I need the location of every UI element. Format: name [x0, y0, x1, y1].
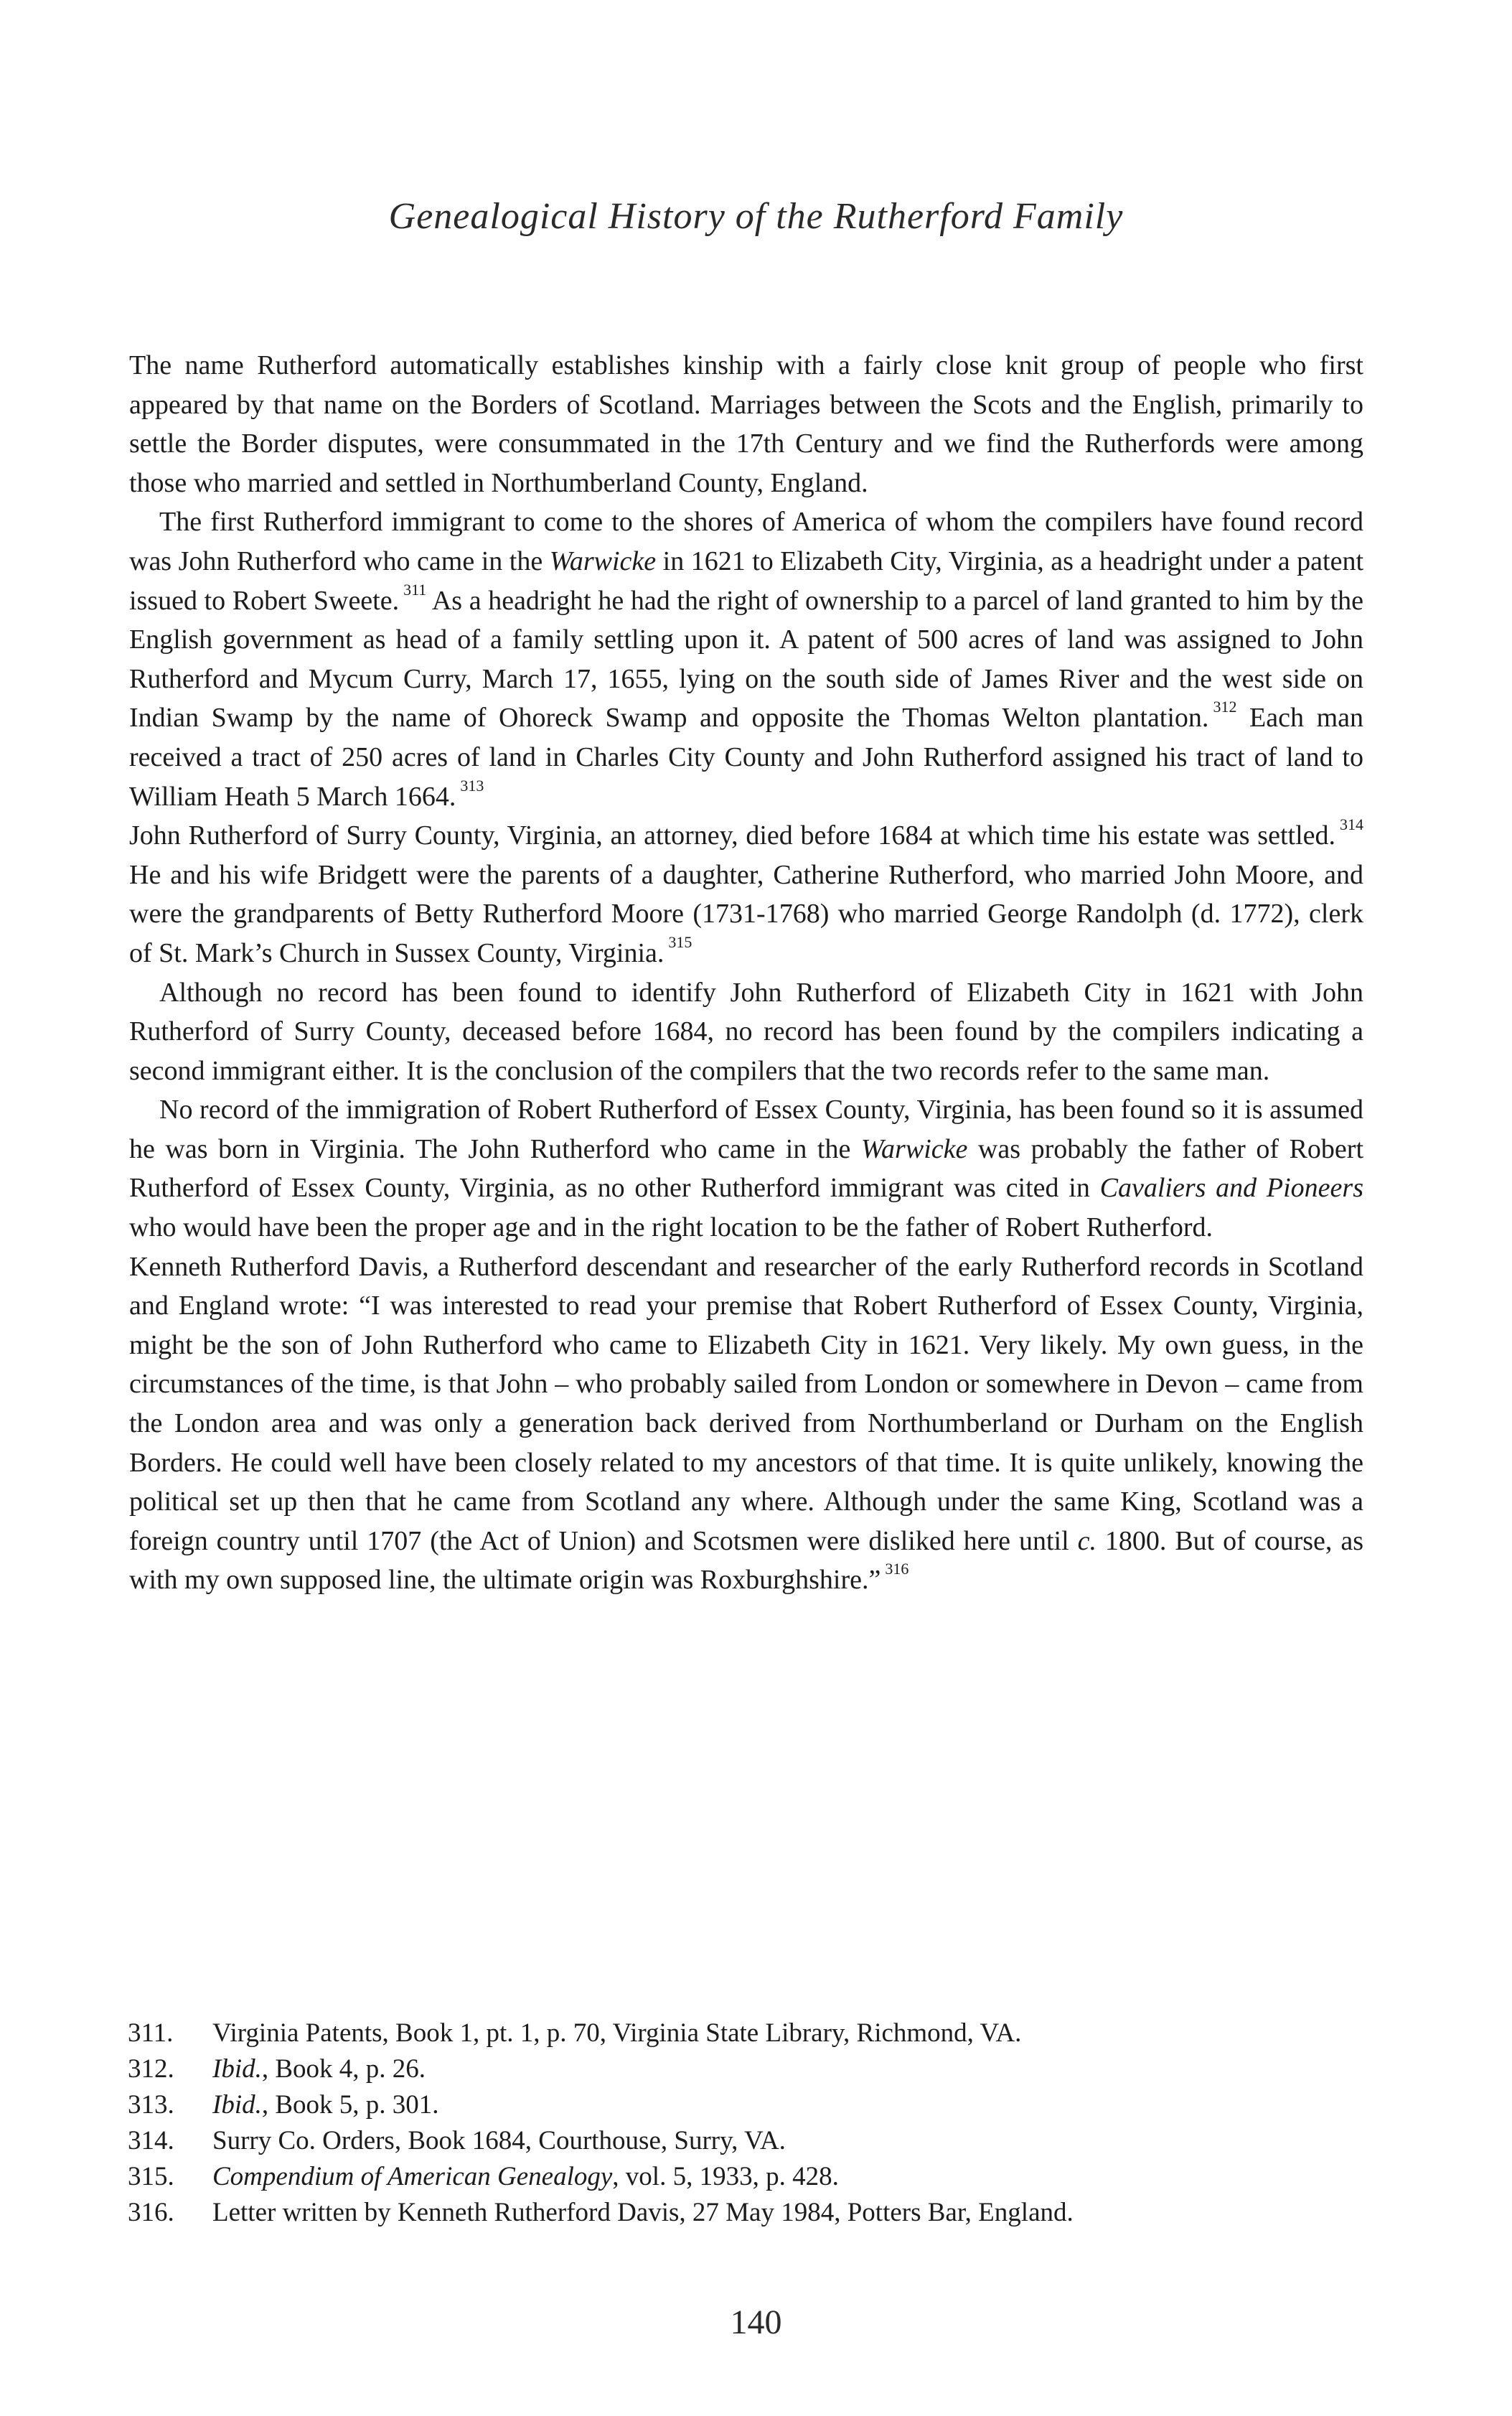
footnote-number: 316. — [128, 2198, 174, 2227]
footnote-text — [212, 2051, 1376, 2087]
footnote — [128, 2123, 1376, 2159]
ship-name: Warwicke — [549, 546, 657, 576]
text-span: , Book 4, p. 26. — [261, 2054, 426, 2084]
footnote — [128, 2051, 1376, 2087]
page-number: 140 — [730, 2303, 782, 2341]
ibid-abbrev: Ibid. — [212, 2054, 262, 2084]
body-text — [129, 346, 1363, 1600]
footnote — [128, 2195, 1376, 2231]
footnote-text: Virginia Patents, Book 1, pt. 1, p. 70, Virginia State Library, Richmond, VA. — [212, 2018, 1022, 2048]
text-span: , Book 5, p. 301. — [261, 2090, 439, 2120]
text-span: Kenneth Rutherford Davis, a Rutherford descendant and researcher of the early Rutherford records in Scotland and England wrote: “I was interested to read your premise that Robert Rutherford of Essex County, Virginia, might be the son of John Rutherford who came to Elizabeth City in 1621. Very likely. My own guess, in the circumstances of the time, is that John – who probably sailed from London or somewhere in Devon – came from the London area and was only a generation back derived from Northumberland or Durham on the English Borders. He could well have been closely related to my ancestors of that time. It is quite unlikely, knowing the political set up then that he came from Scotland any where. Although under the same King, Scotland was a foreign country until 1707 (the Act of Union) and Scotsmen were disliked here until — [129, 1251, 1363, 1556]
text-span: in 1621 to Elizabeth City, Virginia, as a headright under a patent issued to Robert Sweete. — [129, 546, 1364, 616]
footnote-text — [212, 2087, 1376, 2123]
text-span: who would have been the proper age and in the right location to be the father of Robert Rutherford. — [129, 1212, 1213, 1243]
paragraph-3 — [129, 816, 1363, 973]
footnote — [128, 2087, 1376, 2123]
paragraph-6 — [129, 1247, 1363, 1600]
footnote — [128, 2015, 1376, 2051]
footnote-ref: 312 — [1213, 698, 1237, 716]
text-span: John Rutherford of Surry County, Virginia, an attorney, died before 1684 at which time his estate was settled. — [129, 820, 1335, 851]
footnote-ref: 311 — [403, 580, 427, 599]
paragraph-2 — [129, 502, 1363, 816]
footnote-ref: 313 — [460, 776, 484, 795]
ship-name: Warwicke — [860, 1133, 968, 1164]
footnote-ref: 314 — [1340, 815, 1363, 834]
footnote-number: 314. — [128, 2126, 174, 2155]
text-span: He and his wife Bridgett were the parents of a daughter, Catherine Rutherford, who married John Moore, and were the grandparents of Betty Rutherford Moore (1731-1768) who married George Randolph (d. 1772), clerk of St. Mark’s Church in Sussex County, Virginia. — [129, 859, 1363, 968]
footnote-number: 312. — [128, 2054, 174, 2084]
paragraph-1: The name Rutherford automatically establishes kinship with a fairly close knit group of people who first appeared by that name on the Borders of Scotland. Marriages between the Scots and the English, primarily to settle the Border disputes, were consummated in the 17th Century and we find the Rutherfords were among those who married and settled in Northumberland County, England. — [129, 350, 1363, 498]
footnote-ref: 316 — [885, 1560, 909, 1578]
text-span: 1800. But of course, as with my own supposed line, the ultimate origin was Roxburghshire.” — [129, 1525, 1364, 1596]
text-span: No record of the immigration of Robert Rutherford of Essex County, Virginia, has been found so it is assumed he was born in Virginia. The John Rutherford who came in the — [129, 1095, 1363, 1164]
footnote-text: Letter written by Kenneth Rutherford Davis, 27 May 1984, Potters Bar, England. — [212, 2198, 1074, 2227]
footnote-number: 311. — [128, 2018, 174, 2048]
text-span: was probably the father of Robert Rutherford of Essex County, Virginia, as no other Rutherford immigrant was cited in — [129, 1133, 1364, 1204]
text-span: Each man received a tract of 250 acres of land in Charles City County and John Rutherford assigned his tract of land to William Heath 5 March 1664. — [129, 703, 1364, 812]
book-title: Compendium of American Genealogy — [212, 2162, 613, 2191]
footnotes — [128, 2015, 1376, 2231]
book-title: Cavaliers and Pioneers — [1099, 1173, 1363, 1204]
footnote — [128, 2159, 1376, 2195]
paragraph-5 — [129, 1090, 1363, 1247]
footnote-text — [212, 2159, 1376, 2195]
text-span: The first Rutherford immigrant to come to the shores of America of whom the compilers have found record was John Rutherford who came in the — [129, 507, 1363, 576]
running-head: Genealogical History of the Rutherford Family — [388, 196, 1124, 237]
footnote-ref: 315 — [668, 932, 692, 951]
footnote-number: 313. — [128, 2090, 174, 2120]
text-span: , vol. 5, 1933, p. 428. — [612, 2162, 839, 2191]
footnote-text: Surry Co. Orders, Book 1684, Courthouse, Surry, VA. — [212, 2126, 786, 2155]
paragraph-4: Although no record has been found to identify John Rutherford of Elizabeth City in 1621 with John Rutherford of Surry County, deceased before 1684, no record has been found by the compilers indicating a second immigrant either. It is the conclusion of the compilers that the two records refer to the same man. — [129, 977, 1363, 1086]
text-span: As a headright he had the right of ownership to a parcel of land granted to him by the English government as head of a family settling upon it. A patent of 500 acres of land was assigned to John Rutherford and Mycum Curry, March 17, 1655, lying on the south side of James River and the west side on Indian Swamp by the name of Ohoreck Swamp and opposite the Thomas Welton plantation. — [129, 585, 1364, 734]
footnote-number: 315. — [128, 2162, 174, 2191]
ibid-abbrev: Ibid. — [212, 2090, 262, 2120]
circa-abbrev: c. — [1077, 1525, 1097, 1556]
